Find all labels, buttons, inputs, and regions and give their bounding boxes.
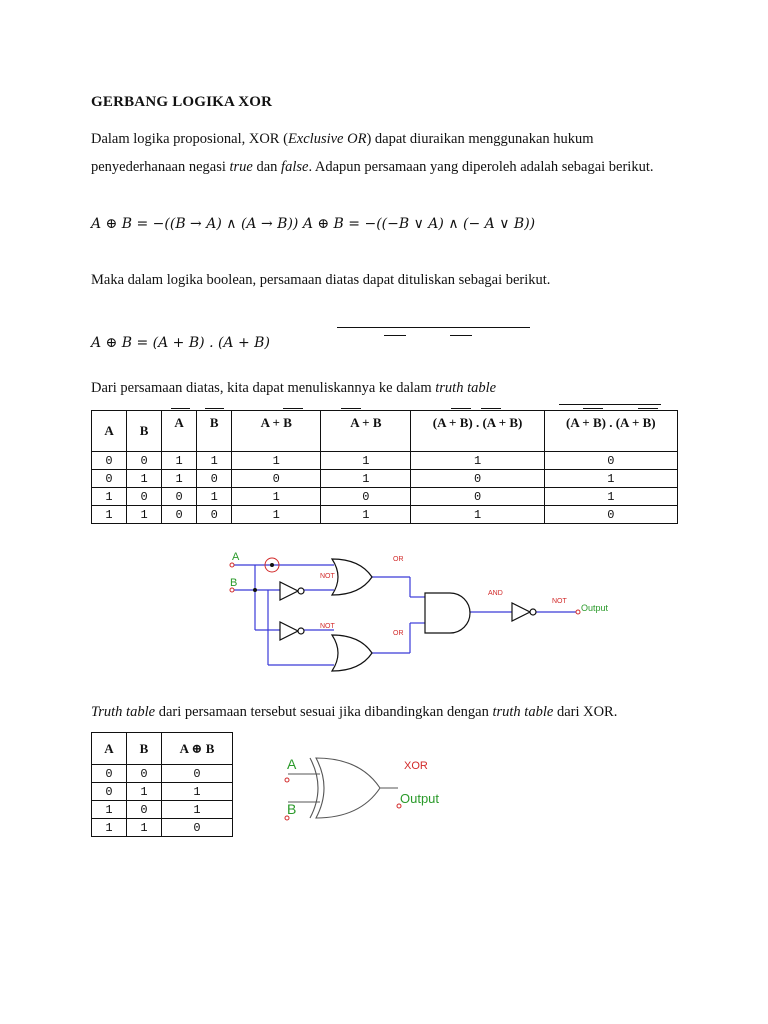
table-cell: 1: [232, 488, 321, 506]
table-cell: 1: [411, 506, 544, 524]
truth-table-xor: [91, 732, 233, 837]
table-cell: 0: [127, 801, 162, 819]
table-cell: 1: [544, 470, 677, 488]
table-header: B: [127, 733, 162, 765]
table-header: B: [127, 411, 162, 452]
output-label: Output: [581, 603, 609, 613]
table-cell: 0: [162, 506, 197, 524]
overbar-long: [337, 327, 530, 328]
table-cell: 1: [197, 452, 232, 470]
junction-dot: [253, 588, 257, 592]
not-label: NOT: [320, 573, 335, 580]
table-cell: 0: [162, 488, 197, 506]
table-cell: 0: [197, 470, 232, 488]
table-header: (A + B) . (A + B): [544, 411, 677, 452]
table-cell: 0: [544, 506, 677, 524]
table-cell: 0: [127, 488, 162, 506]
table-cell: 1: [162, 801, 233, 819]
table-cell: 0: [197, 506, 232, 524]
overbar-not-a: [171, 408, 190, 409]
formula-proposition: A ⊕ B = −((B → A) ∧ (A → B)) A ⊕ B = −((−B ∨ A) ∧ (− A ∨ B)): [91, 216, 536, 232]
table-row: [92, 452, 678, 470]
overbar-short-2: [450, 335, 472, 336]
not-bubble-icon: [298, 628, 304, 634]
overbar-c6-b: [481, 408, 501, 409]
table-row: [92, 819, 233, 837]
table-cell: 1: [127, 470, 162, 488]
table-cell: 1: [92, 488, 127, 506]
overbar-c7-long: [559, 404, 661, 405]
input-a-pin: [230, 563, 234, 567]
table-cell: 1: [127, 783, 162, 801]
table-header: B: [197, 411, 232, 452]
page-title: GERBANG LOGIKA XOR: [91, 94, 273, 110]
table-cell: 0: [544, 452, 677, 470]
table-cell: 0: [162, 819, 233, 837]
junction-dot: [270, 563, 274, 567]
table-cell: 0: [127, 765, 162, 783]
overbar-not-b: [205, 408, 224, 409]
overbar-apb-b: [283, 408, 303, 409]
table-cell: 1: [162, 470, 197, 488]
table-row: [92, 801, 233, 819]
not-bubble-icon: [298, 588, 304, 594]
input-b-label: B: [287, 801, 297, 817]
not-bubble-icon: [530, 609, 536, 615]
input-a-pin: [285, 778, 289, 782]
table-cell: 0: [411, 470, 544, 488]
or-label: OR: [393, 630, 404, 637]
overbar-c6-a: [451, 408, 471, 409]
table-row: [92, 470, 678, 488]
table-header-row: [92, 411, 678, 452]
table-cell: 1: [197, 488, 232, 506]
overbar-apb-a: [341, 408, 361, 409]
table-cell: 1: [321, 470, 411, 488]
input-a-label: A: [232, 551, 240, 563]
table-cell: 1: [127, 819, 162, 837]
table-header: A: [92, 411, 127, 452]
table-header: A ⊕ B: [162, 733, 233, 765]
xor-gate-diagram: [280, 752, 460, 827]
table-header: A + B: [232, 411, 321, 452]
overbar-short-1: [384, 335, 406, 336]
not-label: NOT: [320, 623, 335, 630]
output-pin: [576, 610, 580, 614]
table-header: (A + B) . (A + B): [411, 411, 544, 452]
table-cell: 1: [162, 452, 197, 470]
comparison-paragraph: Truth table dari persamaan tersebut sesuai jika dibandingkan dengan truth table dari XOR.: [91, 704, 618, 720]
intro-paragraph: Dalam logika proposional, XOR (Exclusive OR) dapat diuraikan menggunakan hukum penyederhanaan negasi true dan false. Adapun persamaan yang diperoleh adalah sebagai berikut.: [91, 131, 654, 175]
table-cell: 1: [321, 452, 411, 470]
or-gate-icon: [332, 559, 372, 595]
table-cell: 1: [92, 801, 127, 819]
not-gate-icon: [280, 582, 298, 600]
table-cell: 1: [127, 506, 162, 524]
table-cell: 0: [127, 452, 162, 470]
input-a-label: A: [287, 756, 297, 772]
table-cell: 0: [92, 452, 127, 470]
table-cell: 0: [92, 783, 127, 801]
table-cell: 1: [232, 506, 321, 524]
table-header: A: [162, 411, 197, 452]
table-cell: 0: [162, 765, 233, 783]
table-row: [92, 765, 233, 783]
table-cell: 0: [92, 765, 127, 783]
table-header: A: [92, 733, 127, 765]
table-row: [92, 783, 233, 801]
table-cell: 1: [92, 506, 127, 524]
table-cell: 1: [321, 506, 411, 524]
table-cell: 0: [321, 488, 411, 506]
table-row: [92, 488, 678, 506]
table-cell: 0: [232, 470, 321, 488]
table-cell: 0: [92, 470, 127, 488]
overbar-c7-a: [583, 408, 603, 409]
not-label: NOT: [552, 598, 567, 605]
input-b-label: B: [230, 577, 238, 589]
not-gate-icon: [280, 622, 298, 640]
overbar-c7-b: [638, 408, 658, 409]
output-label: Output: [400, 791, 440, 806]
table-cell: 1: [544, 488, 677, 506]
and-label: AND: [488, 590, 503, 597]
table-header-row: [92, 733, 233, 765]
table-cell: 1: [162, 783, 233, 801]
boolean-paragraph: Maka dalam logika boolean, persamaan diatas dapat dituliskan sebagai berikut.: [91, 272, 551, 288]
formula-boolean: A ⊕ B = (A + B) . (A + B): [91, 335, 270, 351]
and-gate-icon: [425, 593, 470, 633]
table-cell: 1: [411, 452, 544, 470]
or-gate-icon: [332, 635, 372, 671]
table-header: A + B: [321, 411, 411, 452]
xor-label: XOR: [404, 760, 428, 772]
truth-table-intro: Dari persamaan diatas, kita dapat menuliskannya ke dalam truth table: [91, 380, 497, 396]
or-label: OR: [393, 556, 404, 563]
not-gate-icon: [512, 603, 530, 621]
xor-equivalent-circuit: [220, 545, 620, 675]
truth-table-1: [91, 410, 678, 524]
xor-gate-icon: [316, 758, 380, 818]
table-cell: 1: [92, 819, 127, 837]
table-cell: 1: [232, 452, 321, 470]
table-cell: 0: [411, 488, 544, 506]
table-row: [92, 506, 678, 524]
xor-back-curve: [310, 758, 318, 818]
